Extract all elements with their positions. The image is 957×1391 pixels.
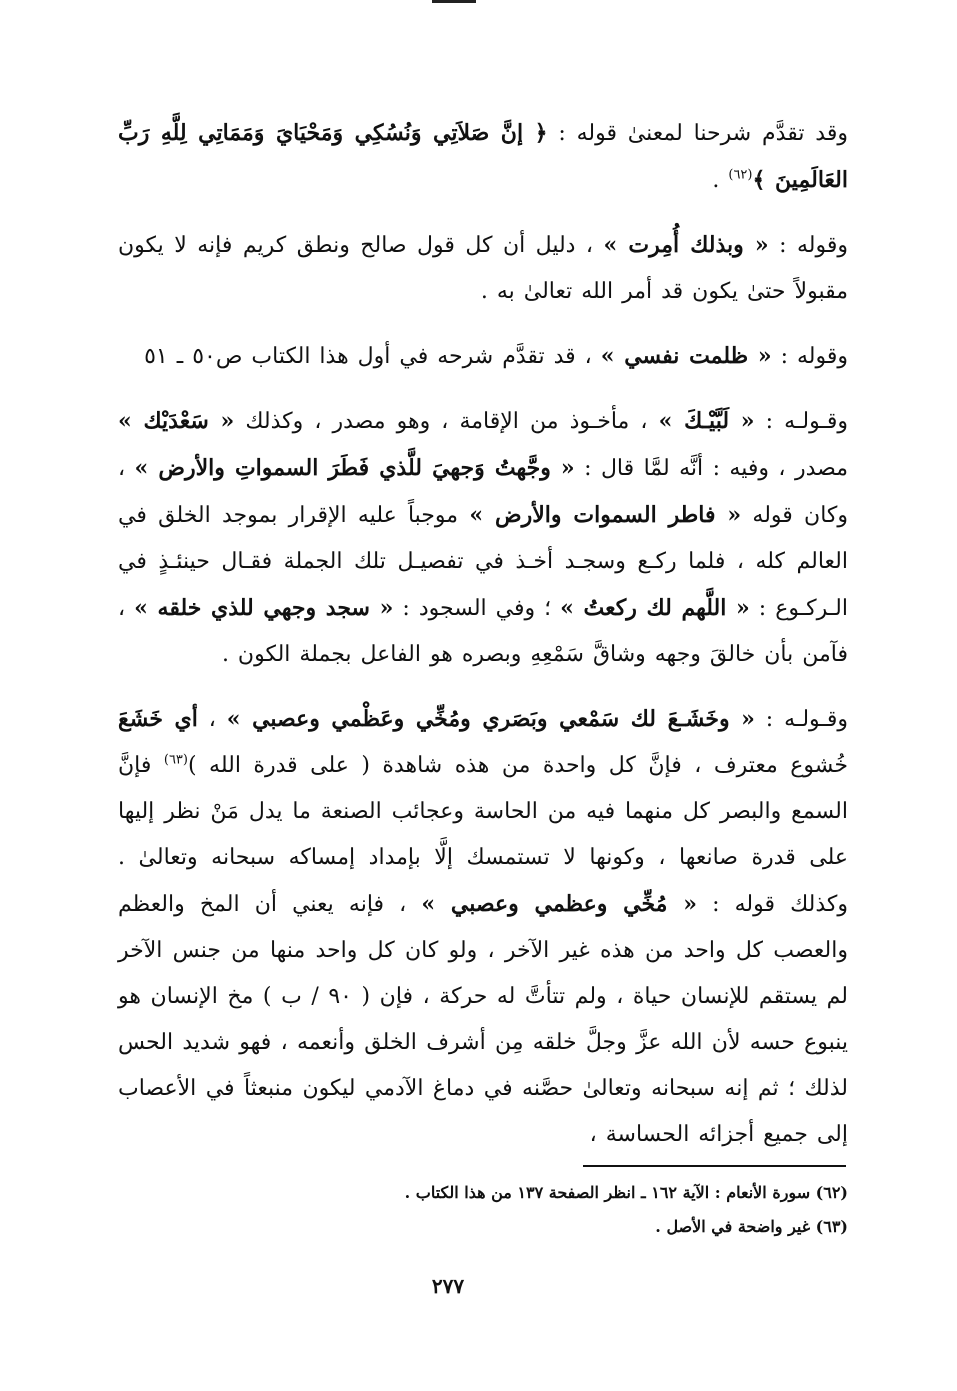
body-text: ، (197, 707, 227, 732)
quoted-text: أي خَشَعَ (118, 706, 198, 732)
quoted-text: « فاطر السموات والأرض » (469, 502, 742, 528)
body-text: ، دليل أن كل قول صالح ونطق كريم فإنه لا يكون مقبولاً حتىٰ يكون قد أمر الله تعالىٰ به . (118, 233, 848, 304)
footnote-ref: (٦٢) (728, 167, 753, 183)
main-text (118, 110, 848, 1176)
footnote-ref: (٦٣) (163, 752, 188, 768)
quoted-text: « اللَّهم لك ركعتُ » (560, 595, 750, 621)
quoted-text: ﴿ إنَّ صَلاَتِي وَنُسُكِي وَمَحْيَايَ وَمَمَاتِي لِلَّهِ رَبِّ العَالَمِينَ ﴾ (118, 120, 848, 193)
body-text: ، فإنه يعني أن المخ والعظم والعصب كل واحد من هذه غير الآخر ، ولو كان كل واحد منها من جنس الآخر لم يستقم للإنسان حياة ، ولم تتأتَّ له حركة ، فإن ( ٩٠ / ب ) مخ الإنسان هو ينبوع حسه لأن الله عزَّ وجلَّ خلقه مِن أشرف الخلق وأنعمه ، فهو شديد الحس لذلك ؛ ثم إنه سبحانه وتعالىٰ حصَّنه في دماغ الآدمي ليكون منبعثاً في الأعصاب إلى جميع أجزائه الحساسة ، (118, 892, 848, 1147)
top-edge-mark (432, 0, 476, 3)
body-text: ، فآمن بأن خالقَ وجهه وشاقَّ سَمْعِهِ وبصره هو الفاعل بجملة الكون . (118, 596, 848, 667)
body-text: مصدر ، وفيه : أنَّه لمَّا قال : (574, 456, 848, 481)
quoted-text: « مُخِّي وعظمي وعصبي » (421, 891, 697, 917)
footnotes (300, 1176, 848, 1244)
page-number: ٢٧٧ (431, 1274, 465, 1298)
body-text: ؛ وفي السجود : (393, 596, 561, 621)
quoted-text: « ظلمت نفسي » (600, 343, 772, 369)
body-text: فإنَّ السمع والبصر كل منهما فيه من الحاسة وعجائب الصنعة ما يدل مَنْ نظر إليها على قدرة صانعها ، وكونها لا تستمسك إلَّا بإمداد إمساكه سبحانه وتعالىٰ . وكذلك قوله : (118, 753, 848, 917)
body-text: ، وكان قوله (118, 456, 848, 528)
body-text: وقـولـه : (754, 409, 849, 434)
quoted-text: « وجَّهتُ وَجهيَ للَّذي فَطَرَ السمواتِ والأرض » (134, 455, 575, 481)
paragraph-3 (118, 333, 848, 380)
quoted-text: « وخَشَـعَ لك سَمْعي وبَصَري ومُخِّي وعَظْمي وعصبي » (226, 706, 755, 732)
body-text: ، قد تقدَّم شرحه في أول هذا الكتاب ص٥٠ ـ ٥١ (144, 344, 601, 369)
quoted-text: « سَعْدَيْك » (118, 408, 235, 434)
quoted-text: « سجد وجهي للذي خلقه » (134, 595, 394, 621)
body-text: خُشوع معترف ، فإنَّ كل واحدة من هذه شاهدة ( على قدرة الله ) (187, 753, 848, 778)
footnote-63: (٦٣) غير واضحة في الأصل . (655, 1217, 848, 1236)
body-text: وقـولـه : (754, 707, 849, 732)
body-text: . (712, 168, 729, 193)
body-text: موجباً عليه الإقرار بموجد الخلق في العالم كله ، فلما ركـع وسجـد أخـذ في تفصيـل تلك الجملة فقـال حينئـذٍ في الـركـوع : (118, 503, 848, 621)
paragraph-4 (118, 398, 848, 678)
quoted-text: « وبذلك أُمِرت » (603, 232, 769, 258)
paragraph-5 (118, 696, 848, 1158)
footnote-62: (٦٢) سورة الأنعام : الآية ١٦٢ ـ انظر الصفحة ١٣٧ من هذا الكتاب . (404, 1183, 848, 1202)
paragraph-1 (118, 110, 848, 204)
footnote-divider (583, 1165, 846, 1167)
body-text: ، مأخـوذ من الإقامة ، وهو مصدر ، وكذلك (234, 409, 659, 434)
quoted-text: « لَبَّيْـكَ » (658, 408, 755, 434)
body-text: وقد تقدَّم شرحنا لمعنىٰ قوله : (547, 121, 848, 146)
body-text: وقوله : (768, 233, 849, 258)
body-text: وقوله : (771, 344, 848, 369)
paragraph-2 (118, 222, 848, 315)
